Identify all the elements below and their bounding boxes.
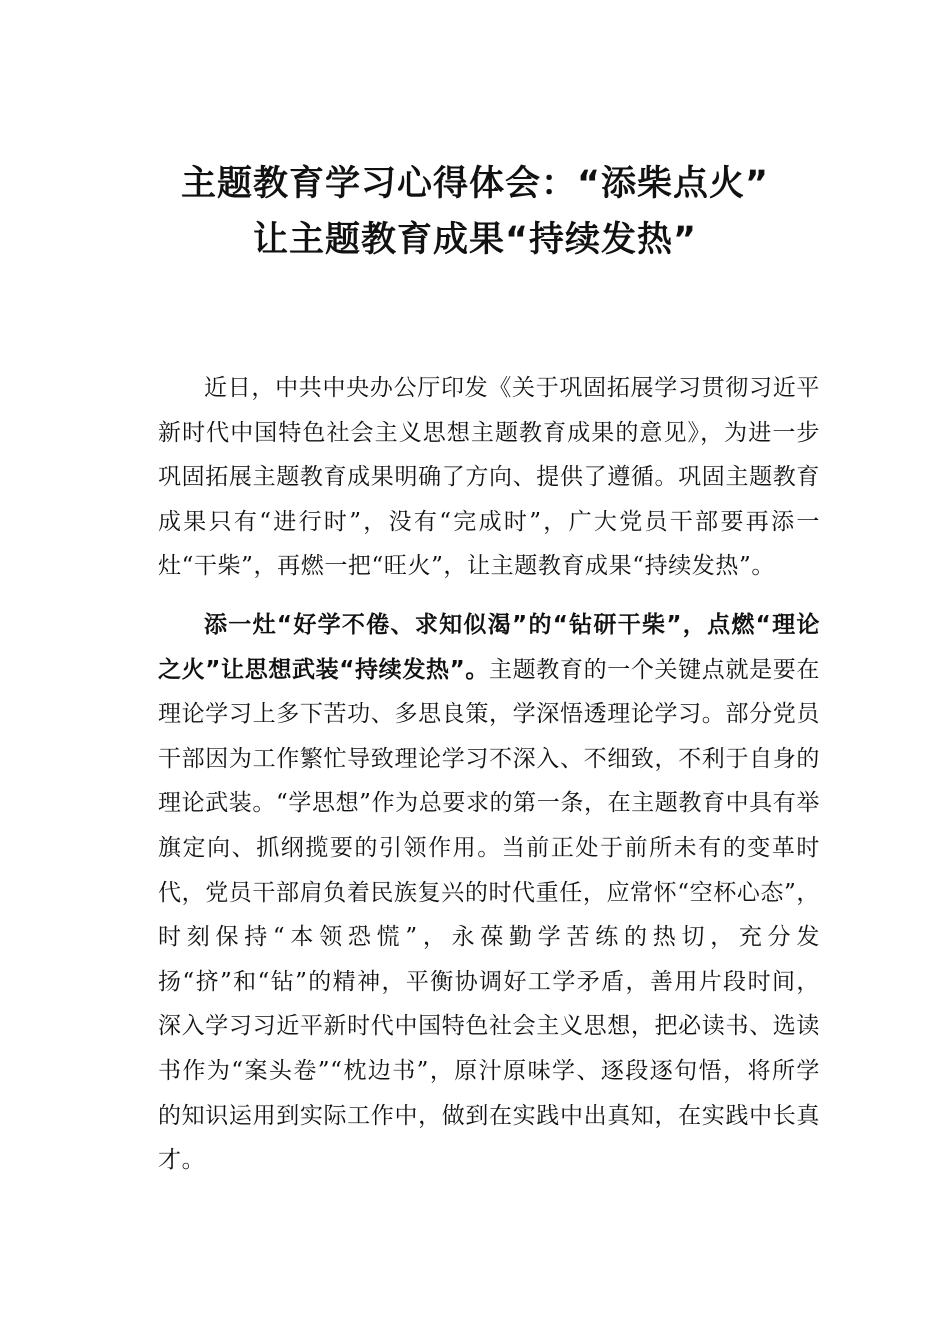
document-body: [158, 366, 820, 1183]
paragraph-study: [158, 603, 820, 1183]
paragraph-intro: [158, 366, 820, 589]
paragraph-study-lead: 添一灶“好学不倦、求知似渴”的“钻研干柴”，点燃“理论之火”让思想武装“持续发热”。: [158, 611, 820, 683]
paragraph-study-text: 主题教育的一个关键点就是要在理论学习上多下苦功、多思良策，学深悟透理论学习。部分党员干部因为工作繁忙导致理论学习不深入、不细致，不利于自身的理论武装。“学思想”作为总要求的第一条，在主题教育中具有举旗定向、抓纲揽要的引领作用。当前正处于前所未有的变革时代，党员干部肩负着民族复兴的时代重任，应常怀“空杯心态”，时刻保持“本领恐慌”，永葆勤学苦练的热切，充分发扬“挤”和“钻”的精神，平衡协调好工学矛盾，善用片段时间，深入学习习近平新时代中国特色社会主义思想，把必读书、选读书作为“案头卷”“枕边书”，原汁原味学、逐段逐句悟，将所学的知识运用到实际工作中，做到在实践中出真知，在实践中长真才。: [158, 656, 820, 1174]
document-title-line-1: 主题教育学习心得体会：“添柴点火”: [180, 164, 769, 204]
document-title-line-2: 让主题教育成果“持续发热”: [252, 220, 697, 260]
paragraph-intro-text: 近日，中共中央办公厅印发《关于巩固拓展学习贯彻习近平新时代中国特色社会主义思想主题教育成果的意见》，为进一步巩固拓展主题教育成果明确了方向、提供了遵循。巩固主题教育成果只有“进行时”，没有“完成时”，广大党员干部要再添一灶“干柴”，再燃一把“旺火”，让主题教育成果“持续发热”。: [158, 375, 820, 580]
